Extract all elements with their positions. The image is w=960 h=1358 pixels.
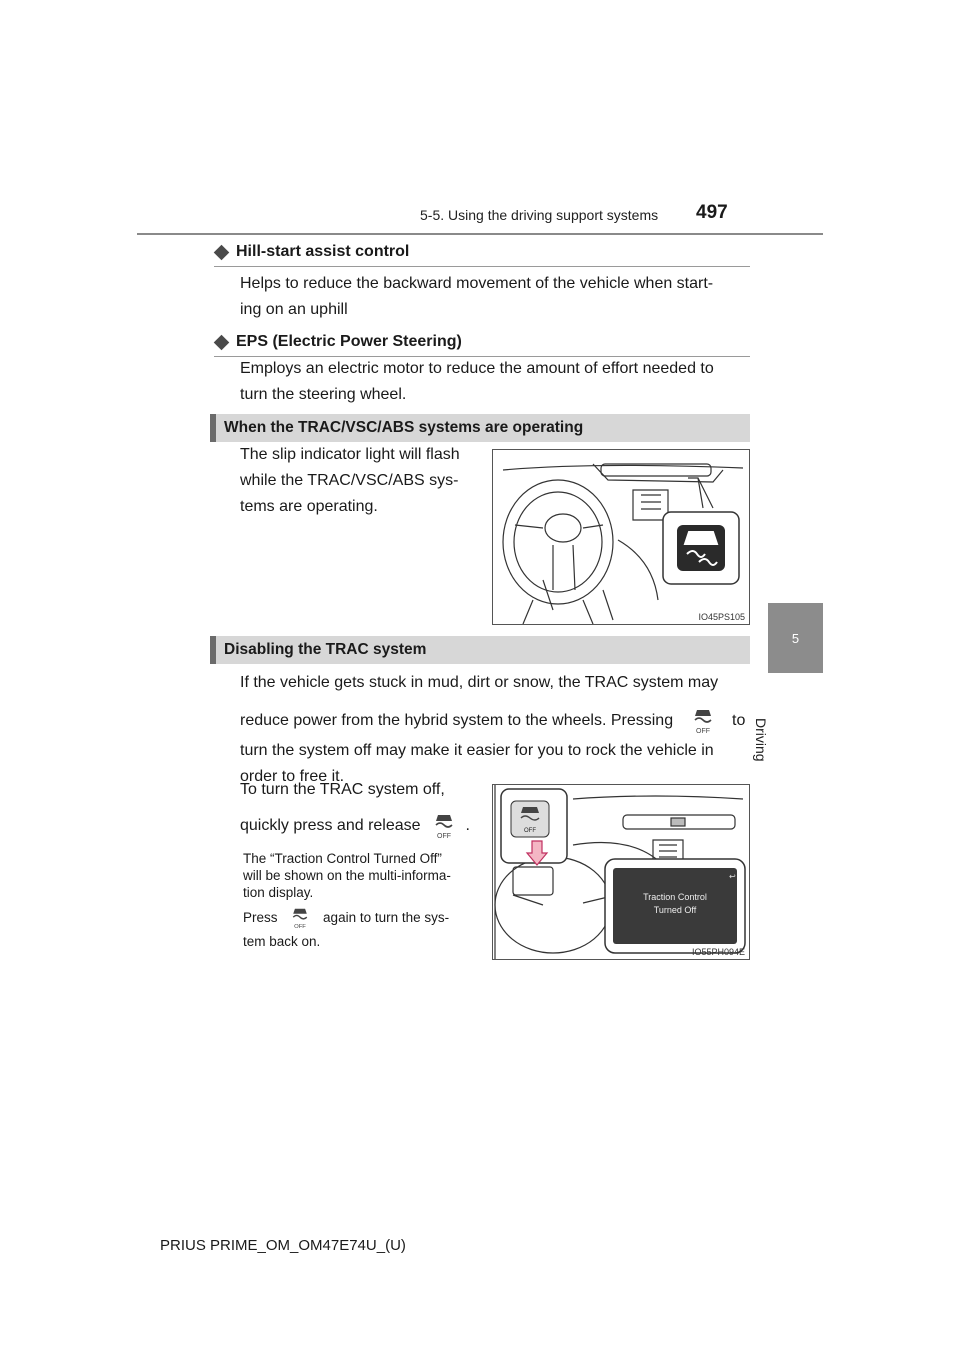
svg-text:OFF: OFF [437, 833, 451, 839]
display-line-1: Traction Control [643, 892, 707, 902]
header-rule [137, 233, 823, 235]
turn-off-instructions: To turn the TRAC system off, quickly press and release OFF . [240, 781, 470, 839]
trac-off-button-icon [690, 708, 716, 734]
item-title: EPS (Electric Power Steering) [236, 333, 462, 350]
section-title: 5-5. Using the driving support systems [420, 207, 659, 223]
chapter-tab [768, 603, 823, 673]
figure-code: IO55PH094E [691, 947, 745, 957]
dashboard-slip-indicator-figure [492, 449, 750, 625]
trac-off-button-icon [431, 813, 457, 839]
svg-text:OFF: OFF [294, 924, 307, 930]
svg-text:OFF: OFF [524, 828, 536, 834]
turn-on-note: Press OFF again to turn the sys- tem back on. [243, 906, 483, 954]
item-text-hill-start: Helps to reduce the backward movement of the vehicle when start- ing on an uphill [240, 275, 714, 318]
svg-text:OFF: OFF [695, 728, 710, 734]
display-note: The “Traction Control Turned Off” will be shown on the multi-informa- tion display. [243, 851, 451, 900]
section2-paragraph: If the vehicle gets stuck in mud, dirt or snow, the TRAC system may reduce power from the hybrid system to the wheels. Pressing OFF to turn the system off may make it easier for you to rock the vehicle in order to free it. [240, 674, 746, 786]
trac-off-button-icon [289, 907, 311, 929]
item-title: Hill-start assist control [236, 243, 410, 260]
display-line-2: Turned Off [653, 905, 697, 915]
section1-text: The slip indicator light will flash while the TRAC/VSC/ABS sys- tems are operating. [240, 446, 460, 515]
chapter-number: 5 [791, 631, 800, 646]
diamond-icon [214, 334, 230, 350]
diamond-icon [214, 244, 230, 260]
item-text-eps: Employs an electric motor to reduce the amount of effort needed to turn the steering wheel. [240, 360, 714, 403]
figure-code: IO45PS105 [698, 612, 745, 622]
footer-doc-id: PRIUS PRIME_OM_OM47E74U_(U) [160, 1237, 406, 1254]
item-heading-hill-start [214, 243, 409, 261]
item-heading-eps [214, 333, 462, 351]
page-number: 497 [696, 202, 728, 223]
section-heading-disabling-trac: Disabling the TRAC system [210, 636, 750, 664]
traction-control-off-figure [492, 784, 750, 960]
item-rule [214, 266, 750, 267]
back-icon: ↩ [729, 872, 736, 881]
section-heading-trac-vsc-abs: When the TRAC/VSC/ABS systems are operating [210, 414, 750, 442]
dashboard-illustration [493, 450, 749, 624]
chapter-title: Driving [753, 718, 769, 762]
dashboard-illustration [493, 785, 749, 959]
